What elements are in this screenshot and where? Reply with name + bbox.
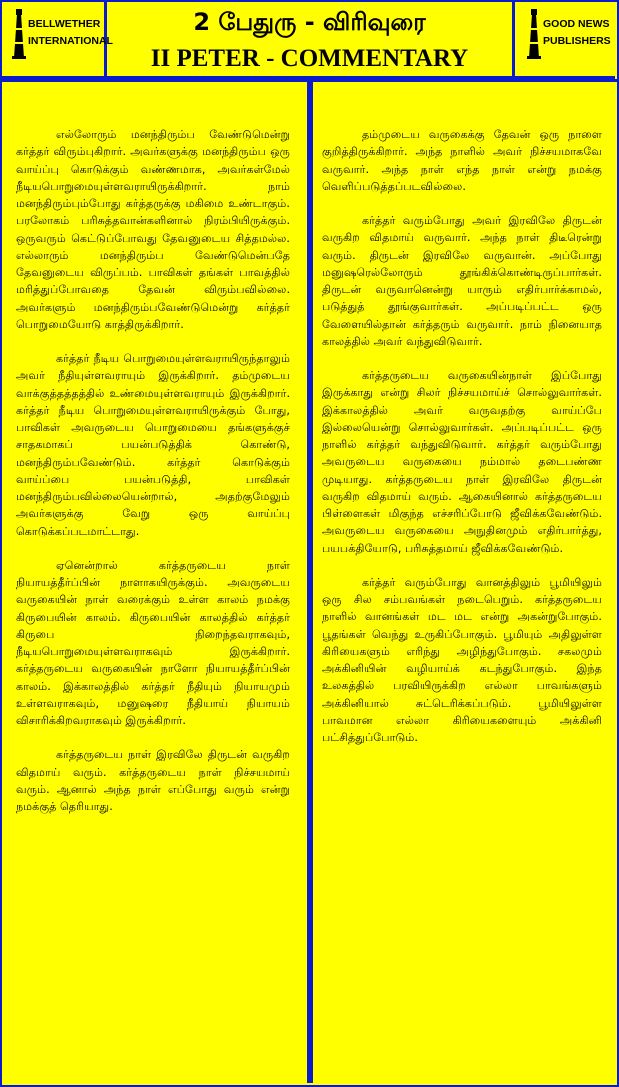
paragraph: கர்த்தருடைய வருகையின்நாள் இப்போது இருக்காது என்று சிலர் நிச்சயமாய்ச் சொல்லுவார்கள். இக்காலத்தில் அவர் வருவதற்கு வாய்ப்பே இல்லையென்று சொல்லுவார்கள். அப்படிப்பட்ட ஒரு நாளில் கர்த்தர் வந்துவிடுவார். கர்த்தர் வரும்போது அவருடைய வருகையை நம்மால் தடைபண்ண முடியாது. கர்த்தருடைய நாள் இரவிலே திருடன் வருகிற விதமாய் வரும். ஆகையினால் கர்த்தருடைய பிள்ளைகள் மிகுந்த எச்சரிப்போடு ஜீவிக்கவேண்டும். அவருடைய வருகையை அநுதினமும் எதிர்பார்த்து, பயபக்தியோடு, பரிசுத்தமாய் ஜீவிக்கவேண்டும். <box>322 369 602 555</box>
good-news-logo <box>512 0 615 76</box>
page-title-english: II PETER - COMMENTARY <box>150 45 469 72</box>
paragraph: எல்லோரும் மனந்திரும்ப வேண்டுமென்று கர்த்தர் விரும்புகிறார். அவர்களுக்கு மனந்திரும்ப ஒரு வாய்ப்பு கொடுக்கும் வண்ணமாக, அவர்கள்மேல் நீடியபொறுமையுள்ளவராயிருக்கிறார். நாம் மனந்திரும்பும்போது கர்த்தருக்கு மகிமை உண்டாகும். பரலோகம் பரிசுத்தவான்களினால் நிரம்பியிருக்கும். ஒருவரும் கெட்டுப்போவது தேவனுடைய சித்தமல்ல. எல்லாரும் மனந்திரும்ப வேண்டுமென்பதே தேவனுடைய விருப்பம். பாவிகள் தங்கள் பாவத்தில் மரித்துப்போவதை தேவன் விரும்பவில்லை. அவர்களும் மனந்திரும்பவேண்டுமென்று கர்த்தர் பொறுமையோடு காத்திருக்கிறார். <box>16 128 290 331</box>
logo-right-line1: GOOD NEWS <box>543 18 610 30</box>
left-column <box>16 126 290 832</box>
paragraph: கர்த்தர் வரும்போது அவர் இரவிலே திருடன் வருகிற விதமாய் வருவார். அந்த நாள் திடீரென்று வரும். திருடன் இரவிலே வருவான். அப்போது மனுஷரெல்லோரும் தூங்கிக்கொண்டிருப்பார்கள். திருடன் வருவானென்று யாரும் எதிர்பார்க்காமல், படுத்துத் தூங்குவார்கள். அப்படிப்பட்ட ஒரு வேளையில்தான் கர்த்தரும் வருவார். நாம் நினையாத காலத்தில் அவர் வந்துவிடுவார். <box>322 214 602 348</box>
paragraph: ஏனென்றால் கர்த்தருடைய நாள் நியாயத்தீர்ப்பின் நாளாகயிருக்கும். அவருடைய வருகையின் நாள் வரைக்கும் உள்ள காலம் நமக்கு கிருபையின் காலம். கிருபையின் காலத்தில் கர்த்தர் கிருபை நிறைந்தவராகவும், நீடியபொறுமையுள்ளவராகவும் இருக்கிறார். கர்த்தருடைய வருகையின் நாளோ நியாயத்தீர்ப்பின் காலம். இக்காலத்தில் கர்த்தர் நீதியும் நியாயமும் உள்ளவராகவும், மனுஷரை நீதியாய் நியாயம் விசாரிக்கிறவராகவும் இருக்கிறார். <box>16 558 290 727</box>
paragraph: தம்முடைய வருகைக்கு தேவன் ஒரு நாளை குறித்திருக்கிறார். அந்த நாளில் அவர் நிச்சயமாகவே வருவார். அந்த நாள் எந்த நாள் என்று நமக்கு வெளிப்படுத்தப்படவில்லை. <box>322 128 602 193</box>
logo-left-line2: INTERNATIONAL <box>28 35 113 47</box>
logo-right-line2: PUBLISHERS <box>543 35 611 47</box>
paragraph: கர்த்தருடைய நாள் இரவிலே திருடன் வருகிற விதமாய் வரும். கர்த்தருடைய நாள் நிச்சயமாய் வரும். ஆனால் அந்த நாள் எப்போது வரும் என்று நமக்குத் தெரியாது. <box>16 748 290 813</box>
logo-left-line1: BELLWETHER <box>28 18 101 30</box>
lighthouse-icon <box>11 8 27 60</box>
bellwether-logo <box>0 0 113 76</box>
column-divider <box>310 82 313 1083</box>
page-title-tamil: 2 பேதுரு - விரிவுரை <box>193 8 426 36</box>
title-block <box>107 0 512 76</box>
lighthouse-icon <box>526 8 542 60</box>
right-column <box>322 126 602 763</box>
paragraph: கர்த்தர் நீடிய பொறுமையுள்ளவராயிருந்தாலும் அவர் நீதியுள்ளவராயும் இருக்கிறார். தம்முடைய வாக்குத்தத்தத்தில் உண்மையுள்ளவராயும் இருக்கிறார். கர்த்தர் நீடிய பொறுமையுள்ளவராயிருக்கும் போது, பாவிகள் அவருடைய பொறுமையை தங்களுக்குச் சாதகமாகப் பயன்படுத்திக் கொண்டு, மனந்திரும்பவேண்டும். கர்த்தர் கொடுக்கும் வாய்ப்பை பயன்படுத்தி, பாவிகள் மனந்திரும்பவில்லையென்றால், அதற்குமேலும் அவர்களுக்கு வேறு ஒரு வாய்ப்பு கொடுக்கப்படமாட்டாது. <box>16 352 290 538</box>
paragraph: கர்த்தர் வரும்போது வானத்திலும் பூமியிலும் ஒரு சில சம்பவங்கள் நடைபெறும். கர்த்தருடைய நாளில் வானங்கள் மட மட என்று அகன்றுபோகும். பூதங்கள் வெந்து உருகிப்போகும். பூமியும் அதிலுள்ள கிரியைகளும் எரிந்து அழிந்துபோகும். சகலமும் அக்கினியின் வழியாய்க் கடந்துபோகும். இந்த உலகத்தில் பரவியிருக்கிற எல்லா பாவங்களும் அக்கினியால் சுட்டெரிக்கப்படும். பூமியிலுள்ள பாவமான எல்லா கிரியைகளையும் அக்கினி பட்சித்துப்போடும். <box>322 575 602 744</box>
header <box>0 0 615 79</box>
